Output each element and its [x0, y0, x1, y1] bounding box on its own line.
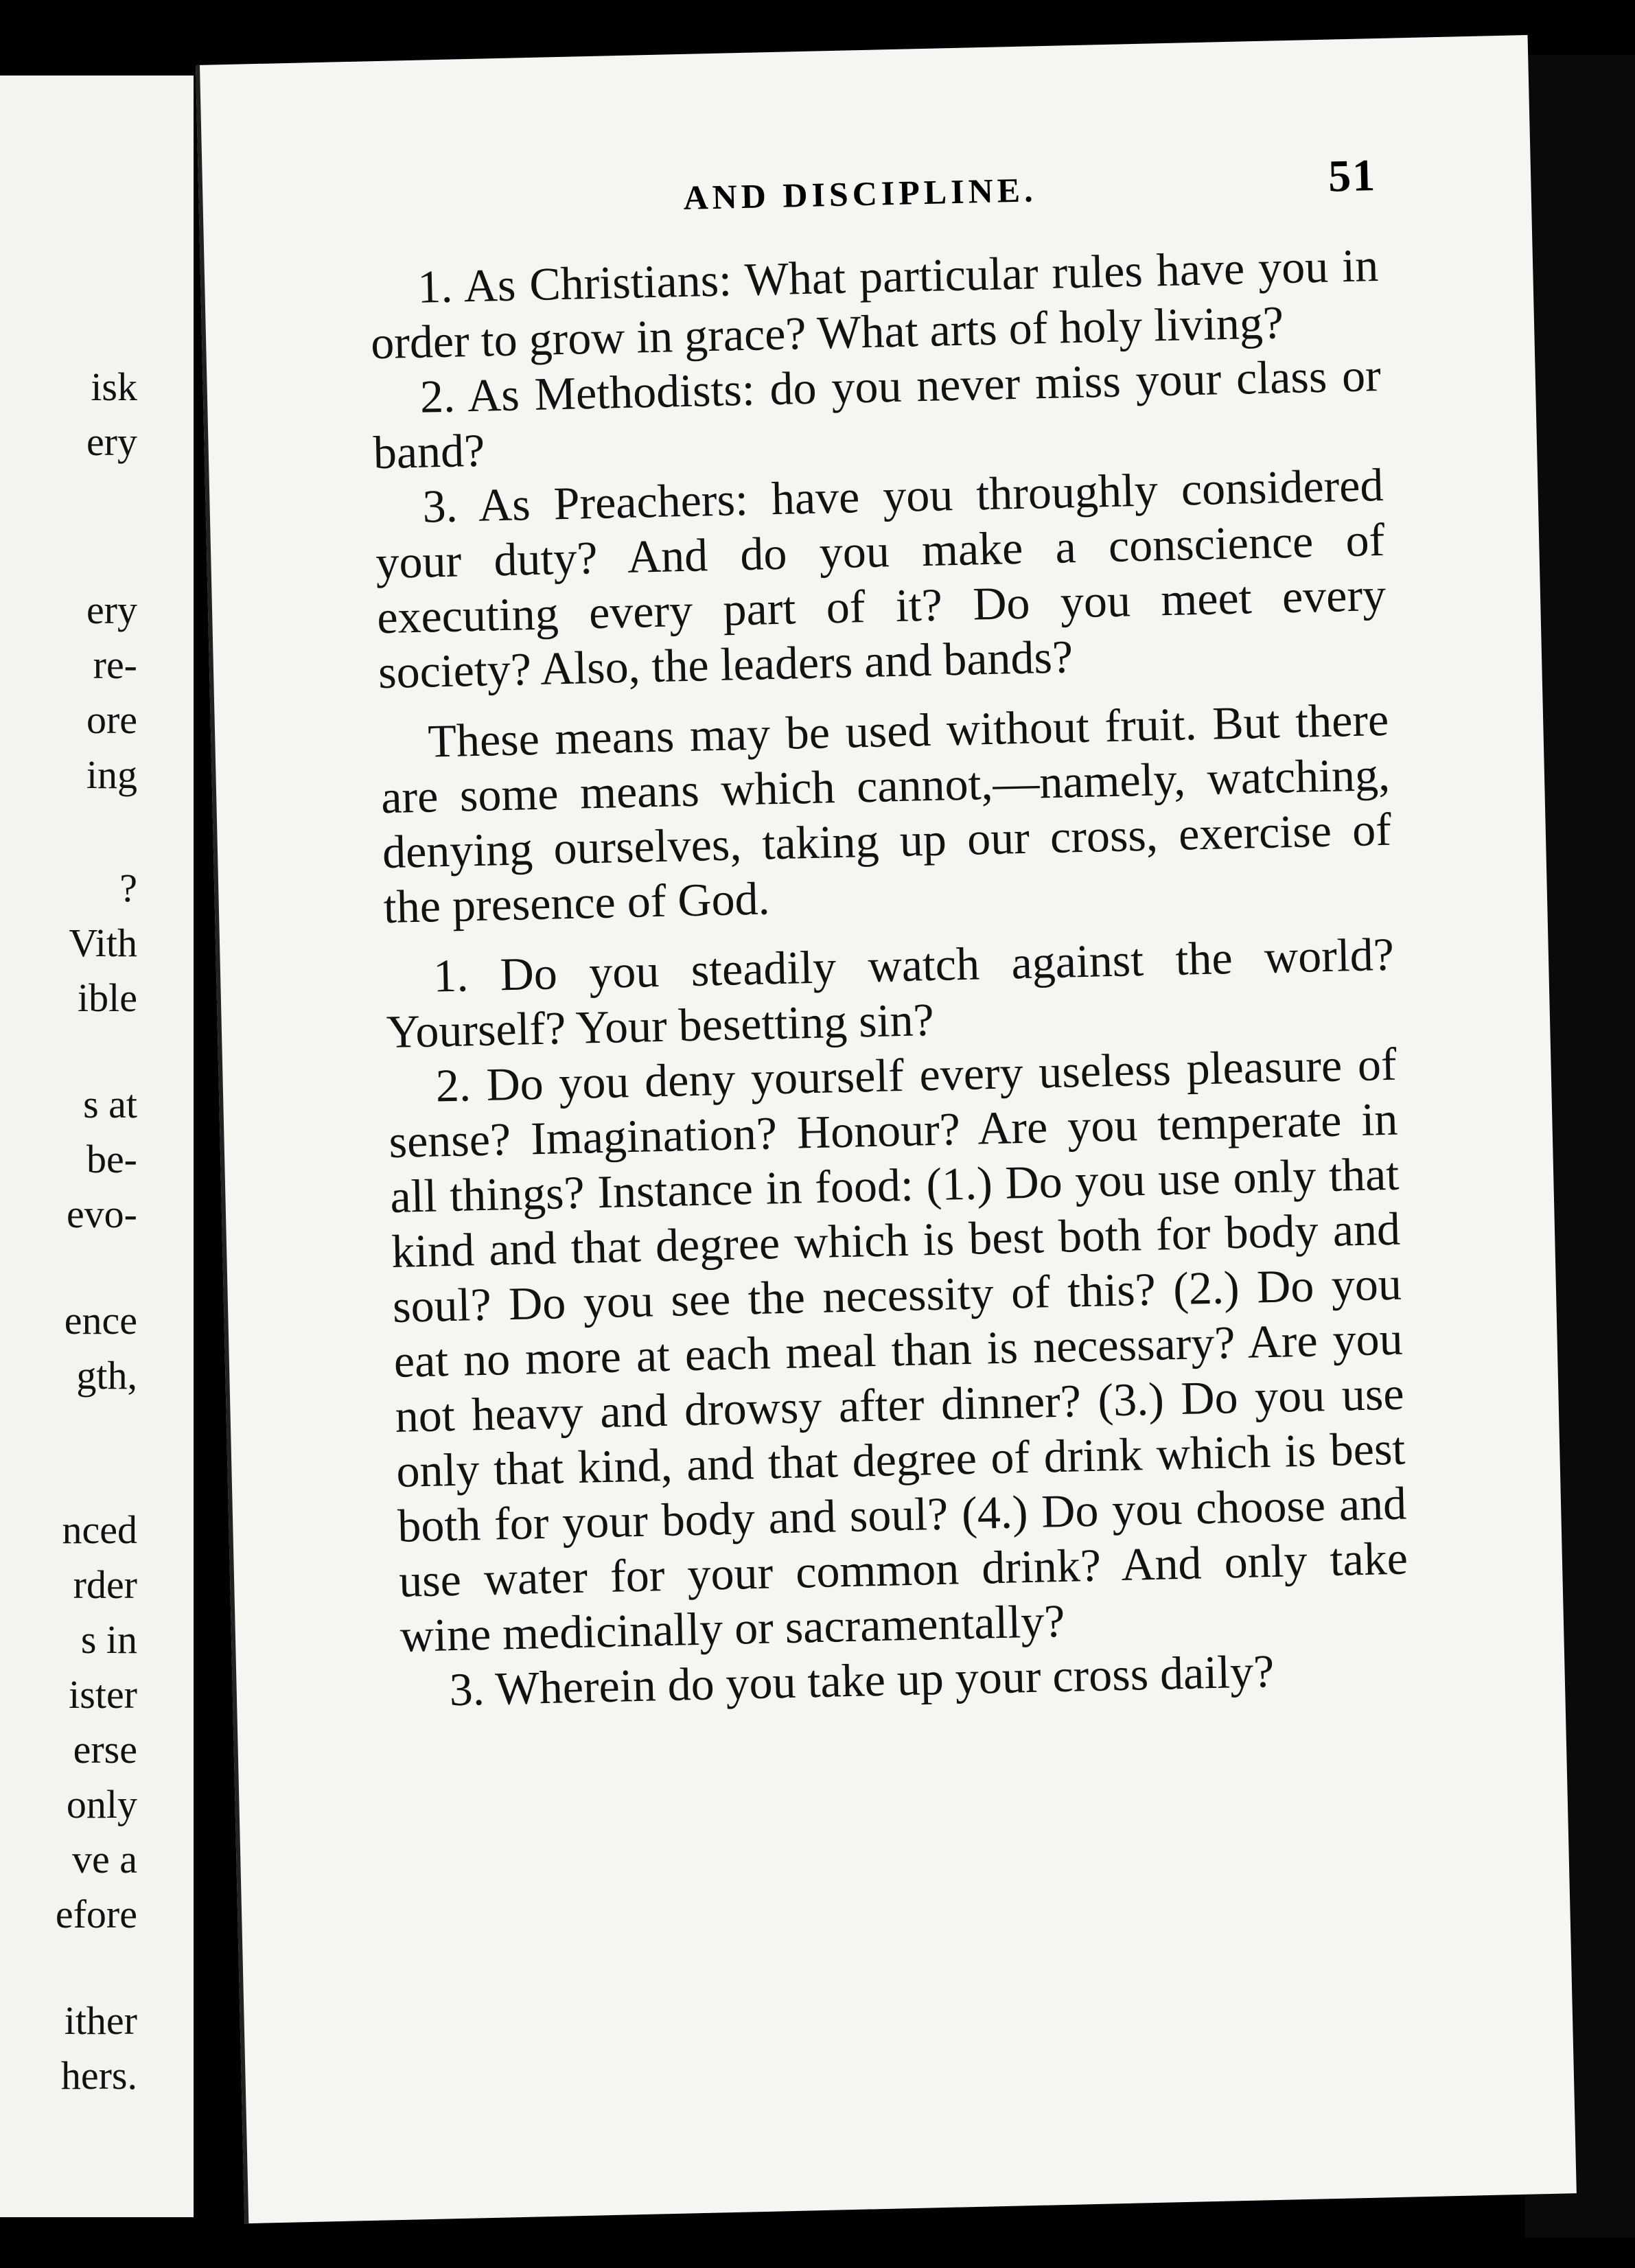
left-fragment: ery: [86, 588, 137, 632]
paragraph: 2. Do you deny yourself every useless pleasure of sense? Imagination? Honour? Are you temperate in all things? Instance in food: (1.) Do you use only that kind and that degree which is best both for body and soul? Do you see the necessity of this? (2.) Do you eat no more at each meal than is necessary? Are you not heavy and drowsy after dinner? (3.) Do you use only that kind, and that degree of drink which is best both for your body and soul? (4.) Do you choose and use water for your common drink? And only take wine medicinally or sacramentally?: [388, 1037, 1408, 1662]
paragraph: These means may be used without fruit. But there are some means which cannot,—namely, watching, denying ourselves, taking up our cross, exercise of the presence of God.: [380, 693, 1392, 934]
left-fragment: evo-: [66, 1192, 137, 1236]
left-fragment: efore: [55, 1892, 137, 1936]
left-fragment: be-: [86, 1137, 137, 1181]
left-fragment: ve a: [72, 1837, 137, 1882]
left-fragment: nced: [62, 1507, 137, 1552]
left-fragment: Vith: [69, 921, 137, 965]
left-fragment: ither: [64, 1998, 137, 2043]
left-fragment: ible: [78, 975, 137, 1020]
running-head: AND DISCIPLINE.: [682, 170, 1038, 217]
left-fragment: isk: [91, 364, 137, 409]
left-fragment: only: [66, 1782, 137, 1827]
previous-page-fragment: [0, 76, 194, 2217]
page-number: 51: [1327, 150, 1377, 202]
left-fragment: gth,: [76, 1353, 137, 1398]
left-fragment: ?: [119, 866, 137, 910]
left-fragment: re-: [93, 643, 137, 687]
left-fragment: ore: [86, 697, 137, 742]
book-page: [196, 35, 1577, 2223]
left-fragment: ence: [64, 1298, 137, 1343]
left-fragment: ery: [86, 419, 137, 464]
left-fragment: rder: [73, 1562, 137, 1607]
paragraph: 3. As Preachers: have you throughly considered your duty? And do you make a conscience of executing every part of it? Do you meet every society? Also, the leaders and bands?: [375, 458, 1387, 699]
left-fragment: erse: [73, 1727, 137, 1772]
page-body: [369, 238, 1411, 1718]
paragraph: 3. Wherein do you take up your cross daily?: [448, 1644, 1275, 1716]
left-fragment: s at: [83, 1082, 137, 1126]
paragraph: 1. As Christians: What particular rules have you in order to grow in grace? What arts of holy living?: [370, 238, 1379, 369]
left-fragment: ister: [69, 1672, 137, 1717]
left-fragment: hers.: [60, 2053, 137, 2098]
left-fragment: s in: [80, 1617, 137, 1662]
paragraph: 2. As Methodists: do you never miss your class or band?: [373, 348, 1382, 479]
paragraph: 1. Do you steadily watch against the world? Yourself? Your besetting sin?: [386, 927, 1395, 1058]
page-header: [202, 150, 1531, 217]
left-fragment: ing: [86, 752, 137, 797]
